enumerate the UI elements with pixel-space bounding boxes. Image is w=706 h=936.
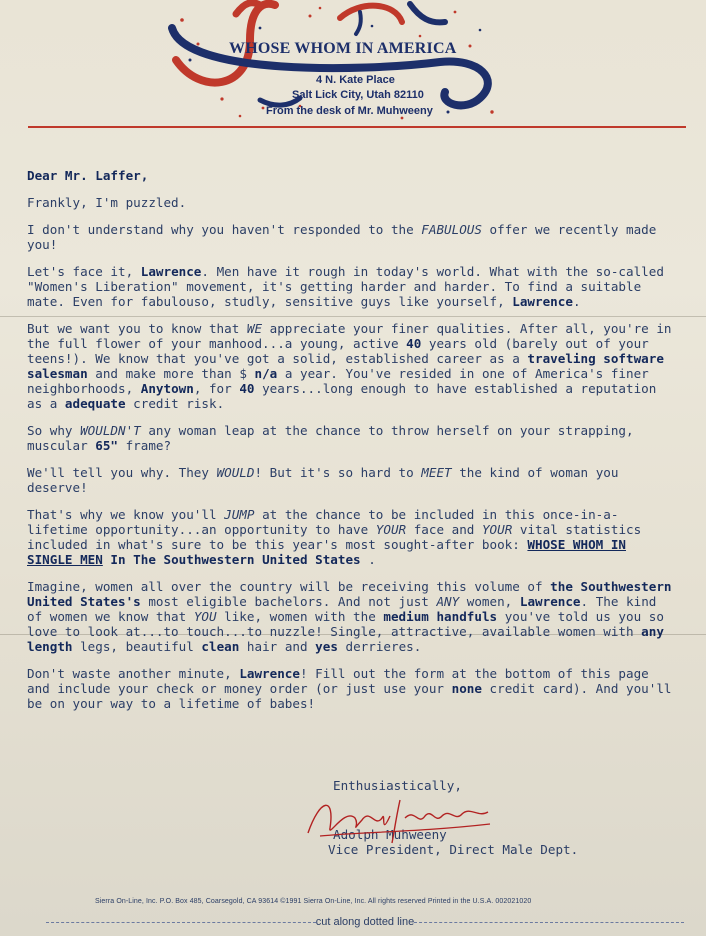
paragraph-6: We'll tell you why. They WOULD! But it's so hard to MEET the kind of woman you deserve! [27,465,619,495]
signer-name: Adolph Muhweeny [333,827,447,842]
paragraph-1: Frankly, I'm puzzled. [27,195,187,210]
cut-line [40,916,690,928]
paragraph-9: Don't waste another minute, Lawrence! Fill out the form at the bottom of this page and include your check or money order (or just use your none credit card). And you'll be on your way to a lifetime of babes! [27,666,672,711]
letter-body [27,168,677,723]
book-title: WHOSE WHOM IN SINGLE MEN [27,537,626,567]
paragraph-7: That's why we know you'll JUMP at the chance to be included in this once-in-a-lifetime opportunity...an opportunity to have YOUR face and YOUR vital statistics included in what's sure to be this year's most sought-after book: WHOSE WHOM IN SINGLE MEN In The Southwestern United States . [27,507,642,567]
header-divider [28,126,686,128]
from-desk-line: From the desk of Mr. Muhweeny [266,105,433,117]
footer-copyright: Sierra On-Line, Inc. P.O. Box 485, Coarsegold, CA 93614 ©1991 Sierra On-Line, Inc. All rights reserved Printed in the U.S.A. 002021020 [95,898,532,905]
handwritten-signature [300,788,500,848]
dotted-line-left [46,922,316,923]
paragraph-5: So why WOULDN'T any woman leap at the chance to throw herself on your strapping, muscular 65" frame? [27,423,634,453]
address-street: 4 N. Kate Place [316,74,395,86]
cut-label: cut along dotted line [315,916,415,928]
paragraph-3: Let's face it, Lawrence. Men have it rough in today's world. What with the so-called "Women's Liberation" movement, it's getting harder and harder. To find a suitable mate. Even for fabulouso, studly, sensitive guys like yourself, Lawrence. [27,264,664,309]
salutation: Dear Mr. Laffer, [27,168,149,183]
dotted-line-right [414,922,684,923]
company-name: WHOSE WHOM IN AMERICA [229,40,457,57]
signer-title: Vice President, Direct Male Dept. [328,842,579,857]
paragraph-2: I don't understand why you haven't responded to the FABULOUS offer we recently made you! [27,222,657,252]
letterhead [0,0,706,130]
paragraph-8: Imagine, women all over the country will be receiving this volume of the Southwestern United States's most eligible bachelors. And not just ANY women, Lawrence. The kind of women we know that YOU like, women with the medium handfuls you've told us you so love to look at...to touch...to nuzzle! Single, attractive, available women with any length legs, beautiful clean hair and yes derrieres. [27,579,672,654]
address-city: Salt Lick City, Utah 82110 [292,89,424,101]
paragraph-4: But we want you to know that WE appreciate your finer qualities. After all, you're in the full flower of your manhood...a young, active 40 years old (barely out of your teens!). We know that you've got a solid, established career as a traveling software salesman and make more than $ n/a a year. You've resided in one of America's finer neighborhoods, Anytown, for 40 years...long enough to have established a reputation as a adequate credit risk. [27,321,672,411]
closing: Enthusiastically, [333,778,462,793]
